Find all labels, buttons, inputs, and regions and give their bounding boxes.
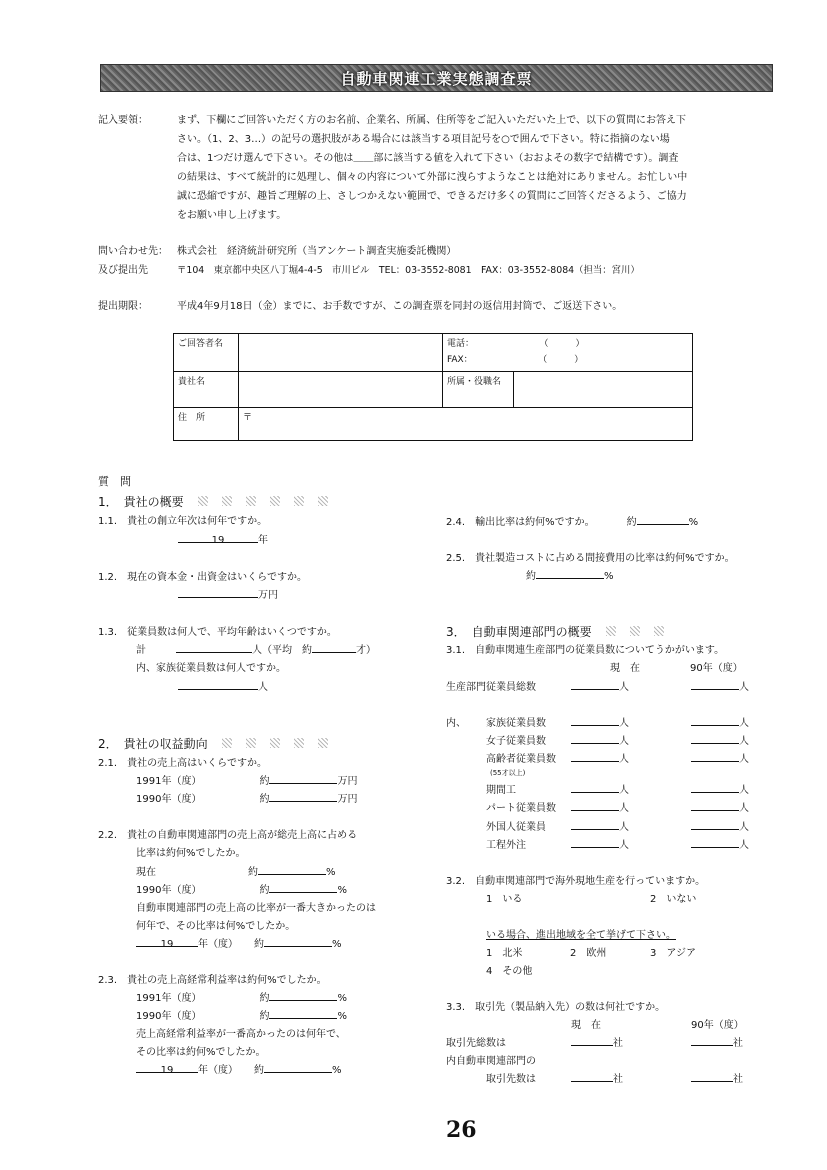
- q1-3-family-answer[interactable]: 人: [178, 678, 268, 697]
- contact-label-2: 及び提出先: [98, 265, 148, 276]
- section-1-heading: 1． 貴社の概要: [98, 493, 328, 510]
- row-female-90[interactable]: 人: [691, 732, 749, 751]
- fax-label: FAX：: [447, 355, 473, 365]
- scan-noise: [198, 496, 208, 506]
- row-outsourcing-now[interactable]: 人: [571, 836, 629, 855]
- section-2-heading: 2． 貴社の収益動向: [98, 735, 328, 752]
- q2-2-peak-answer[interactable]: 19 年（度） 約 %: [136, 935, 342, 954]
- questions-heading: 質 問: [98, 475, 131, 488]
- q3-3-row-1-now[interactable]: 社: [571, 1034, 623, 1053]
- q1-3-family: 内、家族従業員数は何人ですか。: [136, 663, 286, 674]
- q2-1-row-1991[interactable]: 1991年（度） 約 万円: [136, 772, 357, 791]
- q2-3-1991[interactable]: 1991年（度） 約 %: [136, 989, 347, 1008]
- q1-3-answer[interactable]: 計 人（平均 約 才）: [136, 641, 376, 660]
- row-family-90[interactable]: 人: [691, 714, 749, 733]
- row-outsourcing: 工程外注: [486, 840, 526, 851]
- company-label: 貴社名: [174, 372, 239, 408]
- q2-3-peak-answer[interactable]: 19 年（度） 約 %: [136, 1061, 342, 1080]
- deadline-text: 平成4年9月18日（金）までに、お手数ですが、この調査票を同封の返信用封筒で、ご返送下さい。: [177, 301, 623, 312]
- contact-line-1: 株式会社 経済統計研究所（当アンケート調査実施委託機関）: [177, 246, 457, 257]
- title-banner: [100, 64, 773, 92]
- zip-mark: 〒: [243, 413, 253, 423]
- q3-2-option-1[interactable]: 1 いる: [486, 894, 523, 905]
- q1-1-answer[interactable]: 19 年: [178, 531, 268, 550]
- region-other[interactable]: 4 その他: [486, 966, 533, 977]
- q2-1: 2.1. 貴社の売上高はいくらですか。: [98, 758, 267, 769]
- section-3-heading: 3． 自動車関連部門の概要: [446, 623, 664, 640]
- dept-label: 所属・役職名: [443, 372, 514, 408]
- company-field[interactable]: [239, 372, 443, 408]
- row-foreign: 外国人従業員: [486, 822, 546, 833]
- q3-2-option-2[interactable]: 2 いない: [650, 894, 697, 905]
- address-field[interactable]: [239, 408, 693, 441]
- instructions-line-6: をお願い申し上げます。: [177, 210, 287, 221]
- fax-paren: （ ）: [542, 355, 584, 365]
- q3-3-col-90: 90年（度）: [691, 1020, 744, 1031]
- q3-3-row-3-90[interactable]: 社: [691, 1070, 743, 1089]
- col-90: 90年（度）: [690, 663, 743, 674]
- q2-3-peak-sub: その比率は約何%でしたか。: [136, 1047, 266, 1058]
- row-elderly: 高齢者従業員数: [486, 754, 556, 765]
- region-eu[interactable]: 2 欧州: [570, 948, 607, 959]
- row-seasonal-now[interactable]: 人: [571, 781, 629, 800]
- q2-3-1990[interactable]: 1990年（度） 約 %: [136, 1007, 347, 1026]
- row-total-90[interactable]: 人: [691, 678, 749, 697]
- row-foreign-now[interactable]: 人: [571, 818, 629, 837]
- page-title: 自動車関連工業実態調査票: [340, 70, 533, 88]
- note-55: (55才以上): [490, 769, 526, 777]
- q2-3-peak: 売上高経常利益率が一番高かったのは何年で、: [136, 1029, 346, 1040]
- q3-3-row-2: 内自動車関連部門の: [446, 1056, 536, 1067]
- row-female: 女子従業員数: [486, 736, 546, 747]
- q2-5-answer[interactable]: 約 %: [526, 567, 614, 586]
- q3-3-row-3-now[interactable]: 社: [571, 1070, 623, 1089]
- row-female-now[interactable]: 人: [571, 732, 629, 751]
- q3-3-row-1: 取引先総数は: [446, 1038, 506, 1049]
- contact-line-2: 〒104 東京都中央区八丁堀4-4-5 市川ビル TEL：03-3552-8081 FAX：03-3552-8084（担当：宮川）: [177, 265, 640, 276]
- col-now: 現 在: [610, 663, 640, 674]
- phone-paren: （ ）: [544, 339, 585, 349]
- q3-3: 3.3. 取引先（製品納入先）の数は何社ですか。: [446, 1002, 666, 1013]
- q2-2-peak: 自動車関連部門の売上高の比率が一番大きかったのは: [136, 903, 376, 914]
- respondent-table: [173, 333, 693, 441]
- q1-2: 1.2. 現在の資本金・出資金はいくらですか。: [98, 572, 307, 583]
- q1-1: 1.1. 貴社の創立年次は何年ですか。: [98, 516, 268, 527]
- q2-4[interactable]: 2.4. 輸出比率は約何%ですか。 約 %: [446, 513, 698, 532]
- deadline-label: 提出期限：: [98, 301, 148, 312]
- q2-2: 2.2. 貴社の自動車関連部門の売上高が総売上高に占める: [98, 830, 358, 841]
- q1-3: 1.3. 従業員数は何人で、平均年齢はいくつですか。: [98, 627, 337, 638]
- row-elderly-90[interactable]: 人: [691, 750, 749, 769]
- row-seasonal: 期間工: [486, 785, 516, 796]
- page-number: 26: [446, 1117, 477, 1143]
- instructions-line-5: 誠に恐縮ですが、趣旨ご理解の上、さしつかえない範囲で、できるだけ多くの質問にご回答くださるよう、ご協力: [177, 191, 687, 202]
- q2-3: 2.3. 貴社の売上高経常利益率は約何%でしたか。: [98, 975, 327, 986]
- q2-2-1990[interactable]: 1990年（度） 約 %: [136, 881, 347, 900]
- uchi-label: 内、: [446, 718, 466, 729]
- row-family-now[interactable]: 人: [571, 714, 629, 733]
- instructions-line-3: 合は、1つだけ選んで下さい。その他は＿＿部に該当する値を入れて下さい（おおよその数字で結構です）。調査: [177, 153, 679, 164]
- region-na[interactable]: 1 北米: [486, 948, 523, 959]
- row-outsourcing-90[interactable]: 人: [691, 836, 749, 855]
- instructions-line-2: さい。（1、2、3…）の記号の選択肢がある場合には該当する項目記号を○で囲んで下さい。特に指摘のない場: [177, 134, 670, 145]
- dept-field[interactable]: [514, 372, 693, 408]
- row-foreign-90[interactable]: 人: [691, 818, 749, 837]
- q2-2-sub: 比率は約何%でしたか。: [136, 848, 246, 859]
- respondent-name-label: ご回答者名: [174, 334, 239, 372]
- row-parttime: パート従業員数: [486, 803, 556, 814]
- q3-3-row-1-90[interactable]: 社: [691, 1034, 743, 1053]
- q2-1-row-1990[interactable]: 1990年（度） 約 万円: [136, 790, 357, 809]
- region-asia[interactable]: 3 アジア: [650, 948, 696, 959]
- q3-2: 3.2. 自動車関連部門で海外現地生産を行っていますか。: [446, 876, 706, 887]
- row-total: 生産部門従業員総数: [446, 682, 536, 693]
- q3-2-sub: いる場合、進出地域を全て挙げて下さい。: [486, 930, 676, 941]
- q1-2-answer[interactable]: 万円: [178, 586, 278, 605]
- row-total-now[interactable]: 人: [571, 678, 629, 697]
- address-label: 住 所: [174, 408, 239, 441]
- row-family: 家族従業員数: [486, 718, 546, 729]
- q3-3-row-3: 取引先数は: [486, 1074, 536, 1085]
- respondent-name-field[interactable]: [239, 334, 443, 372]
- q3-3-col-now: 現 在: [571, 1020, 601, 1031]
- row-parttime-90[interactable]: 人: [691, 799, 749, 818]
- q3-1: 3.1. 自動車関連生産部門の従業員数についてうかがいます。: [446, 645, 725, 656]
- row-seasonal-90[interactable]: 人: [691, 781, 749, 800]
- phone-label: 電話：: [447, 339, 475, 349]
- row-elderly-now[interactable]: 人: [571, 750, 629, 769]
- instructions-label: 記入要領：: [98, 115, 148, 126]
- phone-fax-cell[interactable]: [443, 334, 693, 372]
- contact-label-1: 問い合わせ先：: [98, 246, 168, 257]
- q2-5: 2.5. 貴社製造コストに占める間接費用の比率は約何%ですか。: [446, 553, 735, 564]
- row-parttime-now[interactable]: 人: [571, 799, 629, 818]
- instructions-line-4: の結果は、すべて統計的に処理し、個々の内容について外部に洩らすようなことは絶対にありません。お忙しい中: [177, 172, 688, 183]
- q2-2-current[interactable]: 現在 約 %: [136, 863, 336, 882]
- q2-2-peak-sub: 何年で、その比率は何%でしたか。: [136, 921, 296, 932]
- instructions-line-1: まず、下欄にご回答いただく方のお名前、企業名、所属、住所等をご記入いただいた上で、以下の質問にお答え下: [177, 115, 686, 126]
